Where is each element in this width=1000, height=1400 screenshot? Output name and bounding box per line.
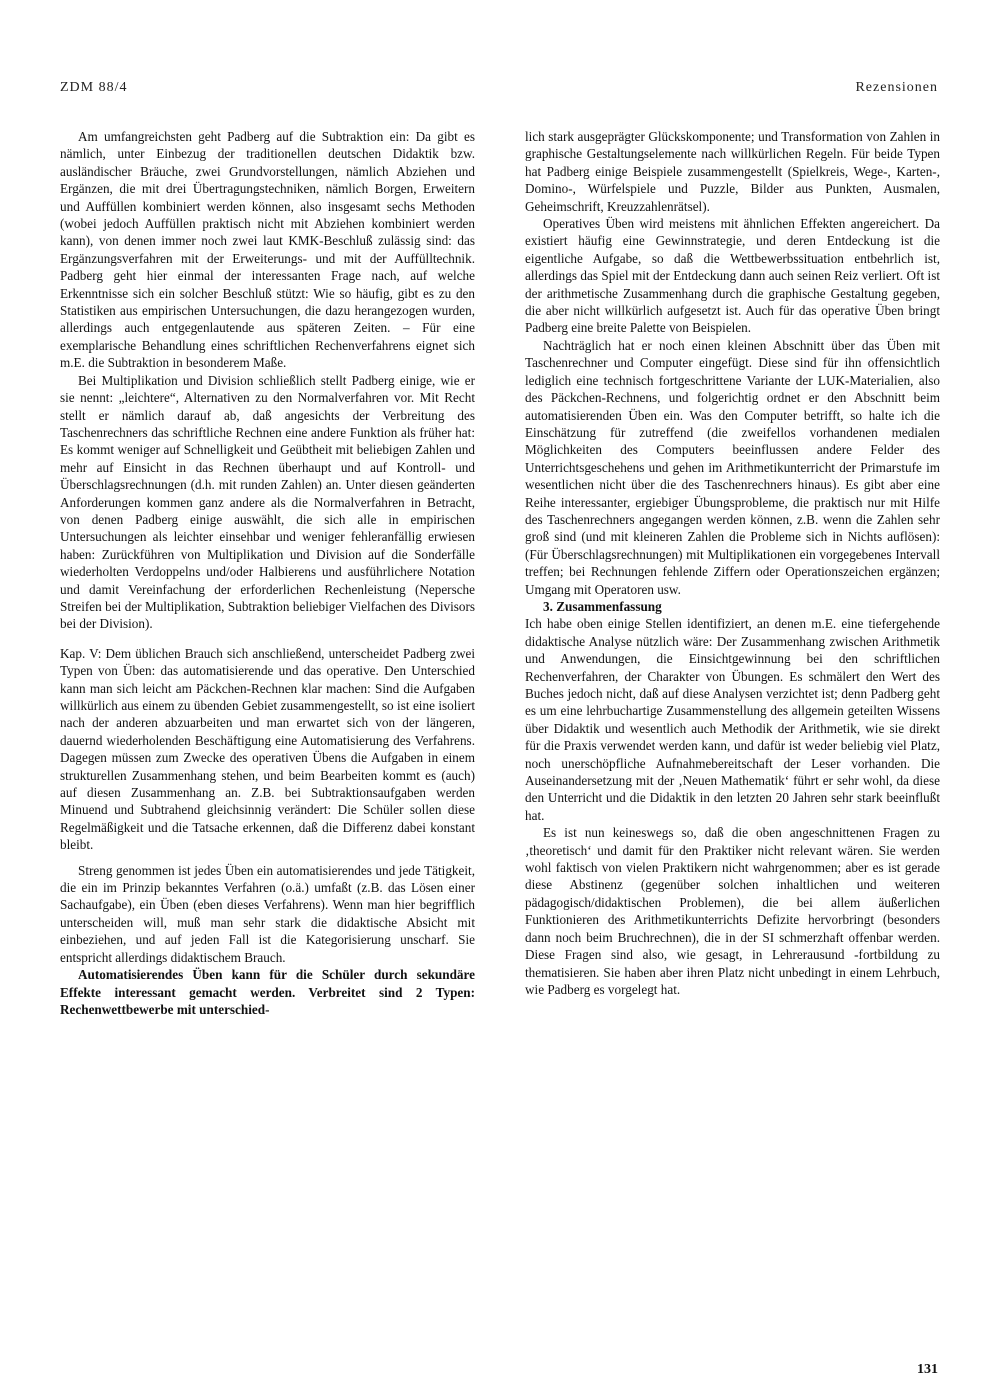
paragraph-abstinenz: Es ist nun keineswegs so, daß die oben angeschnittenen Fragen zu ‚theoretisch‘ und damit für den Praktiker nicht relevant wären. Sie werden wohl faktisch von vielen Praktikern nicht wahrgenommen; aber es ist gerade diese Abstinenz (gegenüber solchen inhaltlichen und weiteren pädagogisch/didaktischen Problemen), die bei allem äußerlichen Funktionieren des Arithmetikunterrichts Defizite hervorbringt (besonders dann noch beim Bruchrechnen), die in der SI schmerzhaft offenbar werden. Diese Fragen sind also, wie gesagt, in Lehrerausund -fortbildung zu thematisieren. Sie haben aber ihren Platz nicht unbedingt in einem Lehrbuch, wie Padberg es vorgelegt hat. [525,825,940,997]
section-heading-zusammenfassung: 3. Zusammenfassung [543,598,662,614]
right-column [525,128,940,998]
paragraph-subtraktion: Am umfangreichsten geht Padberg auf die Subtraktion ein: Da gibt es nämlich, unter Einbezug der traditionellen deutschen Didaktik bzw. ausländischer Bräuche, zwei Grundvorstellungen, nämlich Abziehen und Ergänzen, die mit drei Übertragungstechniken, nämlich Borgen, Erweitern und Auffüllen kombiniert werden können, also insgesamt sechs Methoden (wobei jedoch Auffüllen praktisch nicht mit Abziehen kombiniert werden kann), von denen immer noch zwei laut KMK-Beschluß zulässig sind: das Ergänzungsverfahren mit der Erweiterungs- und mit der Auffülltechnik. Padberg geht hier einmal der interessanten Frage nach, auf welche Erkenntnisse sich ein solcher Beschluß stützt: Wie so häufig, gibt es zu den Statistiken aus empirischen Untersuchungen, die dazu herangezogen wurden, allerdings auch entgegenlautende aus späteren Zeiten. – Für eine exemplarische Behandlung eines schriftlichen Rechenverfahrens eignet sich m.E. die Subtraktion in besonderem Maße. [60,129,475,371]
running-header-journal: ZDM 88/4 [60,80,128,95]
paragraph-taschenrechner: Nachträglich hat er noch einen kleinen Abschnitt über das Üben mit Taschenrechner und Computer eingefügt. Diese sind für ihn offensichtlich lediglich eine technisch fortgeschrittene Variante der LUK-Materialien, also des Päckchen-Rechnens, und folgerichtig ordnet er den Abschnitt beim automatisierenden Üben ein. Was den Computer betrifft, so halte ich die Einschätzung für zutreffend (die zweifellos vorhandenen medialen Möglichkeiten des Computers beeinflussen andere Felder des Unterrichtsgeschehens und gehen im Arithmetikunterricht der Primarstufe im wesentlichen nicht über die des Taschenrechners hinaus). Es gibt aber eine Reihe interessanter, ergiebiger Übungsprobleme, die praktisch nur mit Hilfe des Taschenrechners angegangen werden können, z.B. wenn die Zahlen sehr groß sind (und mit kleineren Zahlen die Probleme sich in Nichts auflösen): (Für Überschlagsrechnungen) mit Multiplikationen ein vorgegebenes Intervall treffen; bei Rechnungen fehlende Ziffern oder Operationszeichen ergänzen; Umgang mit Operatoren usw. [525,337,940,597]
page-number: 131 [917,1362,938,1377]
paragraph-zusammenfassung: Ich habe oben einige Stellen identifiziert, an denen m.E. eine tiefergehende didaktische Analyse nützlich wäre: Der Zusammenhang zwischen Arithmetik und Anwendungen, die Einsichtgewinnung bei den schriftlichen Rechenverfahren, der Charakter von Übungen. Es schmälert den Wert des Buches jedoch nicht, daß auf diese Analysen verzichtet ist; denn Padberg geht es um eine lehrbuchartige Zusammenstellung des allgemein geteilten Wissens über Didaktik und wesentlich auch Methodik der Arithmetik, wie sie direkt für die Praxis verwendet werden kann, und dafür ist weder beliebig viel Platz, noch unerschöpfliche Aufnahmebereitschaft der Leser vorhanden. Die Auseinandersetzung mit der ‚Neuen Mathematik‘ führt er sehr wohl, da diese den Unterricht und die Didaktik in den letzten 20 Jahren sehr stark beeinflußt hat. [525,616,940,823]
paragraph-automatisierendes-ueben: Automatisierendes Üben kann für die Schüler durch sekundäre Effekte interessant gemacht werden. Verbreitet sind 2 Typen: Rechenwettbewerbe mit unterschied- [60,967,475,1017]
paragraph-multiplikation: Bei Multiplikation und Division schließlich stellt Padberg einige, wie er sie nennt: „leichtere“, Alternativen zu den Normalverfahren vor. Mit Recht stellt er nämlich darauf ab, daß angesichts der Verbreitung des Taschenrechners das schriftliche Rechnen eine andere Funktion als früher hat: Es kommt weniger auf Schnelligkeit und Geübtheit mit beliebigen Zahlen und mehr auf Einsicht in das Rechnen überhaupt und auf Kontroll- und Überschlagsrechnungen (d.h. mit runden Zahlen) an. Unter diesen geänderten Anforderungen kommen ganz andere als die Normalverfahren in Betracht, von denen Padberg einige auswählt, die sich alle in empirischen Untersuchungen als leichter einsehbar und weniger fehleranfällig erwiesen haben: Zurückführen von Multiplikation und Division auf die Sonderfälle wiederholten Verdoppelns und/oder Halbierens und ausführlichere Notation und damit Vereinfachung der erforderlichen Rechenleistung (Nepersche Streifen bei der Multiplikation, Subtraktion beliebiger Vielfachen des Divisors bei der Division). [60,372,475,632]
paragraph-streng-genommen: Streng genommen ist jedes Üben ein automatisierendes und jede Tätigkeit, die ein im Prinzip bekanntes Verfahren (o.ä.) umfaßt (z.B. das Lösen einer Sachaufgabe), ein Üben (eben dieses Verfahrens). Wenn man hier begrifflich unterscheiden will, muß man sehr stark die didaktische Absicht mit einbeziehen, und auf jeden Fall ist die Kategorisierung unscharf. Sie entspricht allerdings didaktischem Brauch. [60,862,475,965]
paragraph-glueckskomponente: lich stark ausgeprägter Glückskomponente; und Transformation von Zahlen in graphische Gestaltungselemente nach willkürlichen Regeln. Für beide Typen hat Padberg einige Beispiele zusammengestellt (Spielkreis, Wege-, Karten-, Domino-, Würfelspiele und Puzzle, Bilder aus Punkten, Ausmalen, Geheimschrift, Kreuzzahlenrätsel). [525,129,940,214]
paragraph-operatives-ueben: Operatives Üben wird meistens mit ähnlichen Effekten angereichert. Da existiert häufig eine Gewinnstrategie, und deren Entdeckung ist die eigentliche Aufgabe, so daß die Wettbewerbssituation entbehrlich ist, allerdings das Spiel mit der Entdeckung dann auch seinen Reiz verliert. Oft ist der arithmetische Zusammenhang durch die graphische Gestaltung gegeben, die aber nicht willkürlich aufgesetzt ist. Auch für das operative Üben bringt Padberg eine breite Palette von Beispielen. [525,216,940,336]
left-column [60,128,475,1018]
running-header-section: Rezensionen [855,80,938,95]
paragraph-kap-v: Kap. V: Dem üblichen Brauch sich anschließend, unterscheidet Padberg zwei Typen von Üben: das automatisierende und das operative. Den Unterschied kann man sich leicht am Päckchen-Rechnen klar machen: Sind die Aufgaben willkürlich aus einem zu übenden Gebiet zusammengestellt, so ist eine isoliert nach der anderen abzuarbeiten und man erwartet sich von der längeren, dauernd wiederholenden Beschäftigung eine Automatisierung des Verfahrens. Dagegen müssen zum Zwecke des operativen Übens die Aufgaben in einem strukturellen Zusammenhang stehen, und beim Bearbeiten kommt es (auch) auf diesen Zusammenhang an. Z.B. bei Subtraktionsaufgaben werden Minuend und Subtrahend gleichsinnig verändert: Die Schüler sollen diese Regelmäßigkeit und die Tatsache erkennen, daß die Differenz dabei konstant bleibt. [60,645,475,853]
